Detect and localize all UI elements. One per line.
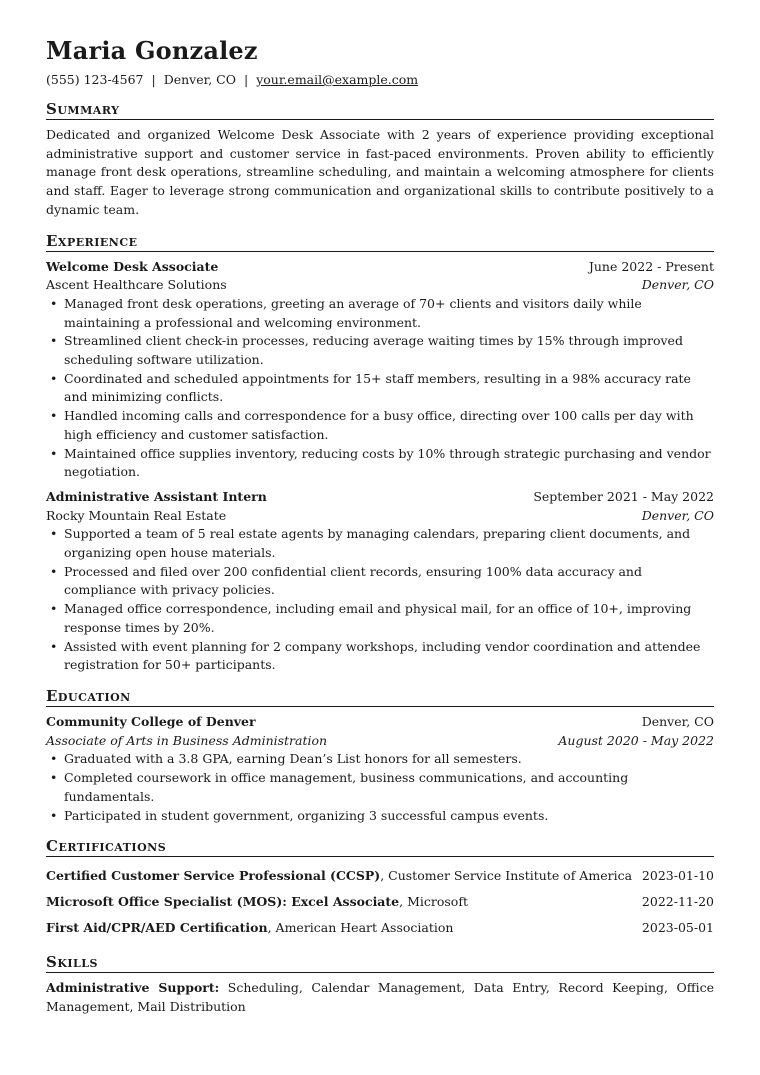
certification-entry — [46, 863, 632, 889]
list-item: • Managed front desk operations, greeting an average of 70+ clients and visitors daily while maintaining a professional and welcoming environment. — [46, 295, 714, 332]
list-item: • Supported a team of 5 real estate agents by managing calendars, preparing client documents, and organizing open house materials. — [46, 525, 714, 562]
section-title-education: Education — [46, 687, 714, 707]
list-item: • Coordinated and scheduled appointments for 15+ staff members, resulting in a 98% accuracy rate and minimizing conflicts. — [46, 370, 714, 407]
separator: | — [244, 72, 249, 87]
certification-issuer: , Customer Service Institute of America — [380, 868, 633, 884]
certification-entry — [46, 915, 453, 941]
list-item: • Handled incoming calls and correspondence for a busy office, directing over 100 calls per day with high efficiency and customer satisfaction. — [46, 407, 714, 444]
job-entry — [46, 258, 714, 482]
job-header — [46, 258, 714, 277]
contact-line — [46, 72, 714, 88]
certification-row — [46, 863, 714, 889]
certification-issuer: , Microsoft — [399, 894, 468, 910]
job-location: Denver, CO — [641, 507, 714, 523]
section-title-summary: Summary — [46, 100, 714, 120]
education-bullets — [46, 750, 714, 825]
skills-section — [46, 953, 714, 1016]
experience-section — [46, 232, 714, 675]
list-item: • Graduated with a 3.8 GPA, earning Dean’s List honors for all semesters. — [46, 750, 714, 769]
skills-label: Administrative Support: — [46, 980, 220, 996]
education-dates: August 2020 - May 2022 — [558, 732, 714, 748]
email-link[interactable]: your.email@example.com — [256, 72, 419, 87]
job-dates: September 2021 - May 2022 — [533, 488, 714, 504]
list-item: • Processed and filed over 200 confidential client records, ensuring 100% data accuracy and compliance with privacy policies. — [46, 563, 714, 600]
section-title-experience: Experience — [46, 232, 714, 252]
certification-row — [46, 915, 714, 941]
certification-row — [46, 889, 714, 915]
job-subheader — [46, 507, 714, 526]
job-company: Ascent Healthcare Solutions — [46, 277, 227, 293]
list-item: • Managed office correspondence, including email and physical mail, for an office of 10+, improving response times by 20%. — [46, 600, 714, 637]
certification-entry — [46, 889, 468, 915]
degree: Associate of Arts in Business Administration — [46, 732, 328, 748]
education-subheader — [46, 732, 714, 751]
job-header — [46, 488, 714, 507]
list-item: • Streamlined client check-in processes, reducing average waiting times by 15% through improved scheduling software utilization. — [46, 332, 714, 369]
certification-issuer: , American Heart Association — [267, 920, 454, 936]
skills-text — [46, 979, 714, 1016]
school-location: Denver, CO — [641, 713, 714, 729]
list-item: • Maintained office supplies inventory, reducing costs by 10% through strategic purchasing and vendor negotiation. — [46, 445, 714, 482]
job-entry — [46, 488, 714, 675]
certification-name: Microsoft Office Specialist (MOS): Excel Associate — [46, 894, 400, 910]
job-dates: June 2022 - Present — [588, 258, 714, 274]
school-name: Community College of Denver — [46, 713, 256, 729]
certification-date: 2022-11-20 — [641, 894, 714, 910]
job-role: Administrative Assistant Intern — [46, 488, 267, 504]
certifications-section — [46, 837, 714, 941]
phone: (555) 123-4567 — [46, 72, 144, 87]
candidate-name: Maria Gonzalez — [46, 36, 258, 65]
certification-name: First Aid/CPR/AED Certification — [46, 920, 268, 936]
summary-text: Dedicated and organized Welcome Desk Associate with 2 years of experience providing exceptional administrative support and customer service in fast-paced environments. Proven ability to efficiently manage front desk operations, streamline scheduling, and maintain a welcoming atmosphere for clients and staff. Eager to leverage strong communication and organizational skills to contribute positively to a dynamic team. — [46, 127, 714, 217]
education-section — [46, 687, 714, 825]
certification-date: 2023-05-01 — [641, 920, 714, 936]
list-item: • Participated in student government, organizing 3 successful campus events. — [46, 807, 714, 826]
skills-list: Scheduling, Calendar Management, Data Entry, Record Keeping, Office Management, Mail Distribution — [46, 980, 715, 1014]
job-location: Denver, CO — [641, 277, 714, 293]
certification-date: 2023-01-10 — [641, 868, 714, 884]
section-title-skills: Skills — [46, 953, 714, 973]
list-item: • Completed coursework in office management, business communications, and accounting fundamentals. — [46, 769, 714, 806]
job-bullets — [46, 525, 714, 675]
job-company: Rocky Mountain Real Estate — [46, 507, 227, 523]
list-item: • Assisted with event planning for 2 company workshops, including vendor coordination and attendee registration for 50+ participants. — [46, 638, 714, 675]
separator: | — [151, 72, 156, 87]
location: Denver, CO — [163, 72, 236, 87]
certification-name: Certified Customer Service Professional (CCSP) — [46, 868, 381, 884]
job-role: Welcome Desk Associate — [46, 258, 219, 274]
section-title-certifications: Certifications — [46, 837, 714, 857]
job-subheader — [46, 276, 714, 295]
education-header — [46, 713, 714, 732]
job-bullets — [46, 295, 714, 482]
summary-section — [46, 100, 714, 220]
